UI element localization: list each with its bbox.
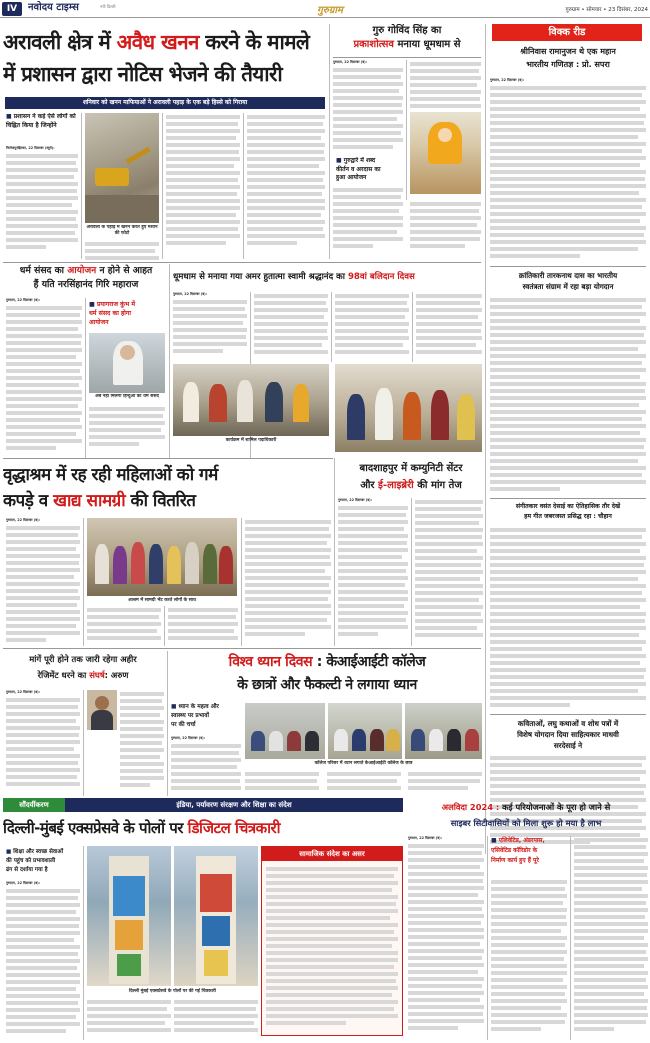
vriddha-text-col3 <box>168 606 238 646</box>
delhi-photo-caption: दिल्ली मुंबई एक्सप्रेसवे के पोलों पर की गई चित्रकारी <box>129 989 216 994</box>
swami-headline: धूमधाम से मनाया गया अमर हुतात्मा स्वामी श्रद्धानंद का 98वां बलिदान दिवस <box>173 272 415 282</box>
lead-photo <box>85 113 159 223</box>
dhyan-photo-3 <box>405 703 482 759</box>
badshahpur-headline: बादशाहपुर में कम्युनिटी सेंटर और ई-लाइब्रेरी की मांग तेज <box>359 463 463 491</box>
delhi-text-col1 <box>6 887 80 1037</box>
dhyan-photo-caption: कॉलेज परिसर में ध्यान लगाते केआईआईटी कॉलेज के छात्र <box>314 761 413 766</box>
badshahpur-dateline: गुरुग्राम, 22 दिसम्बर (ब): <box>338 498 373 502</box>
swami-text-col2 <box>254 292 328 362</box>
lead-strap: शनिवार को खनन माफियाओं ने अरावली पहाड़ के एक बड़े हिस्से को गिराया <box>5 97 325 109</box>
sidebar-story4-headline: कविताओं, लघु कथाओं व शोध पत्रों में विशेष योगदान दिया साहित्यकार माधवी सरदेसाई ने <box>517 719 619 750</box>
regiment-dateline: गुरुग्राम, 22 दिसम्बर (ब): <box>6 690 41 694</box>
masthead <box>0 0 650 18</box>
swami-photo-right <box>335 364 482 452</box>
sidebar-dateline: गुरुग्राम, 22 दिसम्बर (ब): <box>490 78 525 82</box>
dhyan-photo-1 <box>245 703 325 759</box>
vriddha-text-col2 <box>87 606 161 646</box>
badshahpur-text-col2 <box>415 498 483 644</box>
guru-text-col2 <box>410 60 481 120</box>
lead-headline: अरावली क्षेत्र में अवैध खनन करने के मामले में प्रशासन द्वारा नोटिस भेजने की तैयारी <box>3 30 310 86</box>
dhyan-headline: विश्व ध्यान दिवस : केआईआईटी कॉलेज के छात्रों और फैकल्टी ने लगाया ध्यान <box>228 654 426 693</box>
delhi-text-col2 <box>87 998 258 1038</box>
regiment-text-col1 <box>6 696 80 796</box>
sidebar-text-3 <box>490 526 646 712</box>
guru-headline: गुरु गोविंद सिंह का प्रकाशोत्सव मनाया धूमधाम से <box>353 25 461 50</box>
dhyan-text-col2 <box>245 770 482 796</box>
paper-name: नवोदय टाइम्स <box>28 2 79 13</box>
regiment-photo <box>87 690 117 730</box>
lead-text-col4 <box>247 113 325 259</box>
right-bottom-text-col1 <box>408 842 484 1038</box>
vriddha-photo <box>87 518 237 596</box>
dharm-headline: धर्म संसद का आयोजन न होने से आहत हैं यति नरसिंहानंद गिरि महाराज <box>19 265 153 290</box>
vriddha-dateline: गुरुग्राम, 22 दिसम्बर (ब): <box>6 518 41 522</box>
lead-bullet: ■ प्रशासन ने कई ऐसे लोगों को चिह्नित किया है जिन्होंने <box>6 113 76 129</box>
swami-photo-caption: कार्यक्रम में शामिल पदाधिकारी <box>225 438 277 443</box>
right-bottom-text-col3 <box>574 836 648 1038</box>
dhyan-dateline: गुरुग्राम, 22 दिसम्बर (ब): <box>171 736 206 740</box>
page-number-badge: IV <box>2 2 22 16</box>
badshahpur-text-col1 <box>338 504 408 644</box>
bottom-band-left-text: इंडिया, पर्यावरण संरक्षण और शिक्षा का संदेश <box>176 801 292 809</box>
dharm-photo-caption: अब नहीं मिलेगी हिन्दुओं को धर्म संसद <box>95 394 159 399</box>
lead-text-col1 <box>6 152 78 259</box>
lead-text-col3 <box>166 113 240 259</box>
paper-tagline: नयी दिल्ली <box>100 4 116 9</box>
sidebar-text-2 <box>490 296 646 496</box>
delhi-photo-2 <box>174 846 258 986</box>
right-bottom-text-col2 <box>491 878 567 1038</box>
vriddha-headline: वृद्धाश्रम में रह रही महिलाओं को गर्म कपड़े व खाद्य सामग्री की वितरित <box>3 465 218 511</box>
sidebar-text-1 <box>490 84 646 264</box>
vriddha-text-col1 <box>6 524 80 644</box>
lead-photo-caption: अरावली के पहाड़ में खनन करते हुए मशीन की फोटो <box>86 225 158 236</box>
social-box-title: सामाजिक संदेश का असर <box>262 847 402 861</box>
guru-text-col1 <box>333 66 403 156</box>
guru-text-col2b <box>410 200 481 258</box>
sidebar-label: विक्क रीड <box>492 24 642 41</box>
dharm-text-col1 <box>6 304 82 454</box>
delhi-headline: दिल्ली-मुंबई एक्सप्रेसवे के पोलों पर डिजिटल चित्रकारी <box>3 819 281 837</box>
delhi-dateline: गुरुग्राम, 22 दिसम्बर (ब): <box>6 881 41 885</box>
sidebar-story2-headline: क्रांतिकारी तारकनाथ दास का भारतीय स्वतंत्रता संग्राम में रहा बड़ा योगदान <box>518 271 618 291</box>
vriddha-text-col4 <box>245 518 331 646</box>
swami-text-col1 <box>173 298 247 362</box>
date-line: गुरुग्राम • सोमवार • 23 दिसंबर, 2024 <box>565 7 648 13</box>
sidebar-headline: श्रीनिवास रामानुजन थे एक महान भारतीय गणितज्ञ : प्रो. सपरा <box>520 47 616 69</box>
lead-dateline: फिरोजपुरझिरका, 22 दिसम्बर (ब्यूरो): <box>6 146 55 150</box>
guru-text-col1b <box>333 186 403 258</box>
delhi-callout: ■ शिक्षा और स्वच्छ सेवाओं की पहुंच को प्रभावशाली ढंग से दर्शाया गया है <box>6 849 64 873</box>
bottom-band-left-label: सौंदर्यीकरण <box>3 798 65 812</box>
dhyan-photo-2 <box>328 703 402 759</box>
regiment-text-col2 <box>120 690 164 796</box>
guru-dateline: गुरुग्राम, 22 दिसम्बर (ब): <box>333 60 368 64</box>
dhyan-text-col1 <box>171 742 241 796</box>
dharm-photo <box>89 333 165 393</box>
dharm-text-col2 <box>89 405 165 455</box>
dharm-callout: ■ प्रयागराज कुंभ में धर्म संसद का होगा आयोजन <box>89 301 136 326</box>
right-bottom-callout: ■ एलिवेटिड, अंडरपास, एसिवेटिड कॉरिडोर के निर्माण कार्य हुए हैं पूरे <box>491 837 545 864</box>
section-name: गुरुग्राम <box>317 5 343 16</box>
guru-photo <box>410 112 481 194</box>
bottom-band-right: अलविदा 2024 : कई परियोजनाओं के पूरा हो जाने से साइबर सिटीवासियों को मिला शुरू हो मया है लाभ <box>441 802 611 828</box>
dharm-dateline: गुरुग्राम, 22 दिसम्बर (ब): <box>6 298 41 302</box>
regiment-headline: मांगें पूरी होने तक जारी रहेगा अहीर रेजिमेंट धरने का संघर्ष: अरुण <box>29 654 137 680</box>
vriddha-photo-caption: आश्रम में सामग्री भेंट करते लोगों के साथ <box>128 598 196 603</box>
delhi-photo-1 <box>87 846 171 986</box>
swami-photo-left <box>173 364 329 436</box>
sidebar-story3-headline: संगीतकार वसंत देसाई का ऐतिहासिक तौर देखें हम गीत जबरजस्त प्रसिद्ध रहा : चौहान <box>515 503 621 520</box>
guru-subhead: ■ गुरुद्वारे में शब्द कीर्तन व अरदास का हुआ आयोजन <box>336 157 381 181</box>
dhyan-callout: ■ ध्यान के महत्व और स्वास्थ्य पर प्रभावों पर की चर्चा <box>171 704 219 728</box>
swami-text-col4 <box>416 292 482 362</box>
swami-text-col3 <box>335 292 409 362</box>
right-bottom-dateline: गुरुग्राम, 22 दिसम्बर (ब): <box>408 836 443 840</box>
bottom-band-left <box>3 798 403 812</box>
social-box <box>261 846 403 1036</box>
swami-dateline: गुरुग्राम, 22 दिसम्बर (ब): <box>173 292 208 296</box>
lead-text-col2b <box>85 240 159 260</box>
